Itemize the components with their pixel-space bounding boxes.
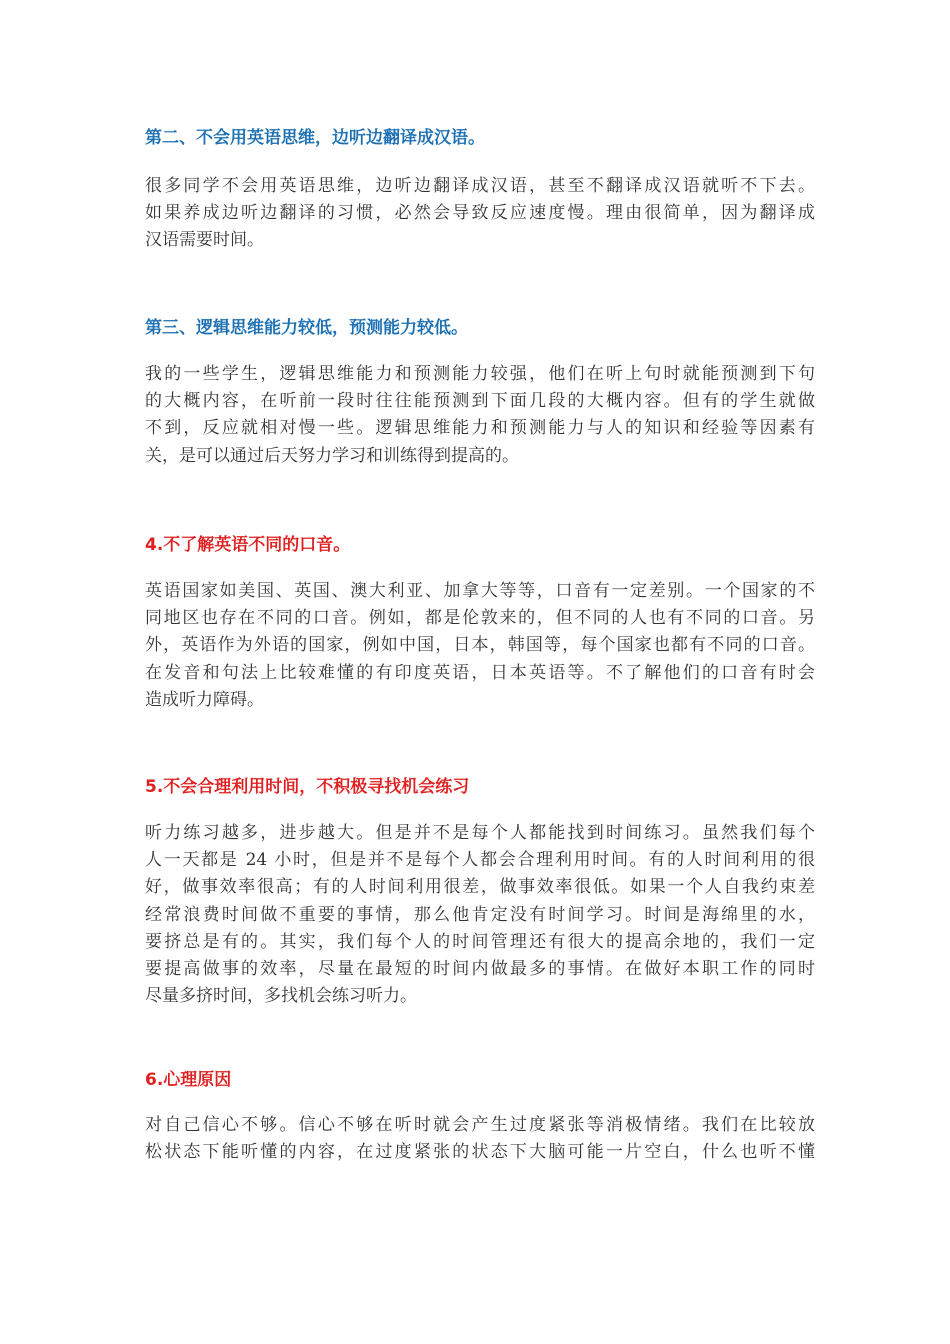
paragraph-line: 经常浪费时间做不重要的事情，那么他肯定没有时间学习。时间是海绵里的水，	[145, 904, 815, 925]
paragraph-line: 松状态下能听懂的内容，在过度紧张的状态下大脑可能一片空白，什么也听不懂	[145, 1142, 815, 1163]
paragraph-line: 不到，反应就相对慢一些。逻辑思维能力和预测能力与人的知识和经验等因素有	[145, 418, 815, 439]
paragraph-line: 很多同学不会用英语思维，边听边翻译成汉语，甚至不翻译成汉语就听不下去。	[145, 176, 815, 196]
paragraph-line: 的大概内容，在听前一段时往往能预测到下面几段的大概内容。但有的学生就做	[145, 391, 815, 412]
paragraph-line: 好，做事效率很高；有的人时间利用很差，做事效率很低。如果一个人自我约束差	[145, 877, 815, 898]
paragraph-line: 人一天都是 24 小时，但是并不是每个人都会合理利用时间。有的人时间利用的很	[145, 850, 815, 871]
paragraph-line: 同地区也存在不同的口音。例如，都是伦敦来的，但不同的人也有不同的口音。另	[145, 608, 815, 629]
section-heading: 第三、逻辑思维能力较低，预测能力较低。	[145, 318, 468, 338]
paragraph-line: 对自己信心不够。信心不够在听时就会产生过度紧张等消极情绪。我们在比较放	[145, 1115, 815, 1135]
section-paragraph	[145, 1112, 815, 1166]
section-heading: 第二、不会用英语思维，边听边翻译成汉语。	[145, 128, 485, 148]
section-heading: 5.不会合理利用时间，不积极寻找机会练习	[145, 777, 470, 797]
section-paragraph	[145, 820, 815, 1010]
section-paragraph	[145, 361, 815, 470]
paragraph-line: 外，英语作为外语的国家，例如中国，日本，韩国等，每个国家也都有不同的口音。	[145, 635, 815, 656]
paragraph-line: 在发音和句法上比较难懂的有印度英语，日本英语等。不了解他们的口音有时会	[145, 662, 815, 683]
paragraph-line: 汉语需要时间。	[145, 230, 264, 251]
section-heading: 6.心理原因	[145, 1070, 232, 1090]
paragraph-line: 要提高做事的效率，尽量在最短的时间内做最多的事情。在做好本职工作的同时	[145, 959, 815, 980]
section-paragraph	[145, 578, 815, 714]
paragraph-line: 要挤总是有的。其实，我们每个人的时间管理还有很大的提高余地的，我们一定	[145, 931, 815, 952]
paragraph-line: 尽量多挤时间，多找机会练习听力。	[145, 986, 417, 1007]
paragraph-line: 造成听力障碍。	[145, 689, 264, 710]
paragraph-line: 听力练习越多，进步越大。但是并不是每个人都能找到时间练习。虽然我们每个	[145, 823, 815, 843]
paragraph-line: 关，是可以通过后天努力学习和训练得到提高的。	[145, 445, 519, 466]
paragraph-line: 英语国家如美国、英国、澳大利亚、加拿大等等，口音有一定差别。一个国家的不	[145, 581, 815, 601]
paragraph-line: 如果养成边听边翻译的习惯，必然会导致反应速度慢。理由很简单，因为翻译成	[145, 203, 815, 224]
paragraph-line: 我的一些学生，逻辑思维能力和预测能力较强，他们在听上句时就能预测到下句	[145, 364, 815, 384]
section-heading: 4.不了解英语不同的口音。	[145, 535, 351, 555]
section-paragraph	[145, 173, 815, 255]
